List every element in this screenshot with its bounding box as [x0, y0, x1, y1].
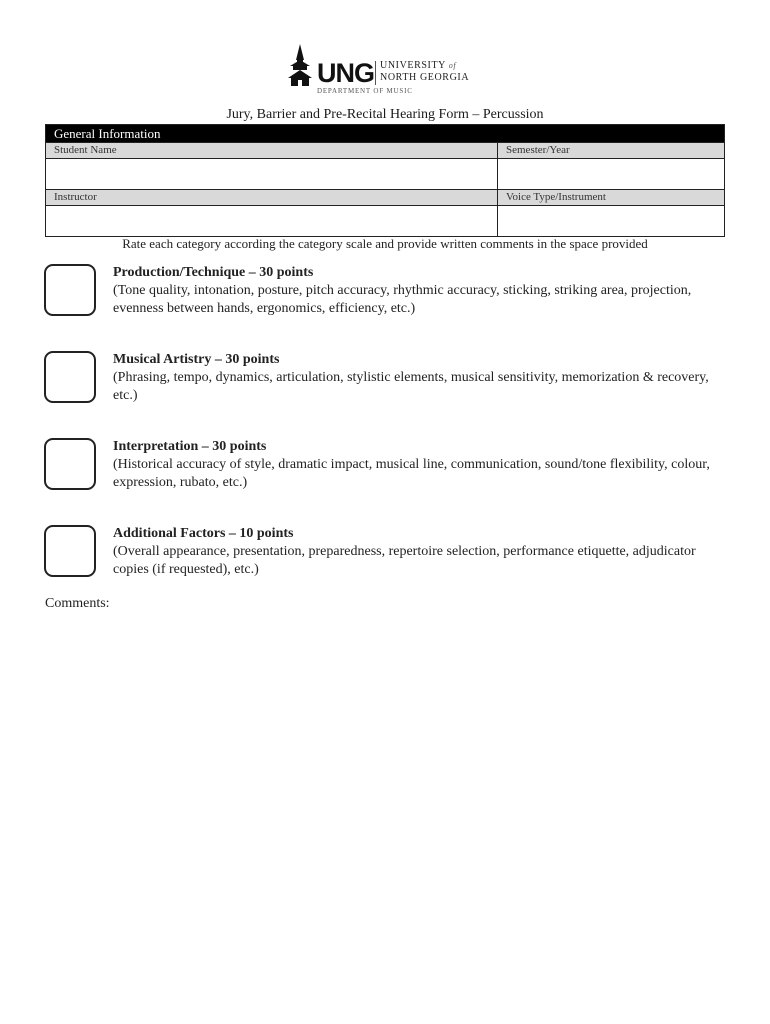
score-box[interactable] — [44, 438, 96, 490]
logo-university-line1: UNIVERSITY — [380, 60, 446, 71]
logo-university-name — [380, 60, 469, 84]
student-name-label: Student Name — [46, 143, 498, 158]
category-title: Musical Artistry – 30 points — [113, 352, 280, 367]
category-description: (Overall appearance, presentation, preparedness, repertoire selection, performance etiquette, adjudicator copies (if requested), etc.) — [113, 544, 696, 577]
comments-label: Comments: — [45, 596, 110, 611]
voice-type-field[interactable] — [498, 206, 724, 236]
semester-year-field[interactable] — [498, 159, 724, 189]
student-name-field[interactable] — [46, 159, 498, 189]
rating-instructions: Rate each category according the category scale and provide written comments in the space provided — [122, 236, 648, 251]
score-box[interactable] — [44, 525, 96, 577]
category-text — [113, 438, 733, 492]
score-box[interactable] — [44, 351, 96, 403]
category-text — [113, 525, 733, 579]
label-row-student — [46, 142, 724, 159]
logo-divider — [375, 61, 376, 85]
logo-department: DEPARTMENT OF MUSIC — [317, 87, 413, 95]
tower-icon — [287, 44, 313, 88]
category-description: (Historical accuracy of style, dramatic impact, musical line, communication, sound/tone flexibility, colour, expression, rubato, etc.) — [113, 457, 710, 490]
semester-year-label: Semester/Year — [506, 144, 570, 156]
logo-university-line2: NORTH GEORGIA — [380, 72, 470, 83]
general-info-table — [45, 124, 725, 237]
ung-logo — [287, 44, 497, 100]
form-title: Jury, Barrier and Pre-Recital Hearing Form – Percussion — [226, 107, 544, 122]
score-box[interactable] — [44, 264, 96, 316]
category-title: Interpretation – 30 points — [113, 439, 267, 454]
logo-university-of: of — [448, 61, 457, 70]
instructor-field[interactable] — [46, 206, 498, 236]
category-description: (Tone quality, intonation, posture, pitch accuracy, rhythmic accuracy, sticking, striking area, projection, evenness between hands, ergonomics, efficiency, etc.) — [113, 283, 692, 316]
general-info-header: General Information — [46, 125, 724, 142]
category-title: Production/Technique – 30 points — [113, 265, 314, 280]
input-row-instructor — [46, 206, 724, 236]
instructor-label: Instructor — [46, 190, 498, 205]
label-row-instructor — [46, 189, 724, 206]
category-description: (Phrasing, tempo, dynamics, articulation, stylistic elements, musical sensitivity, memorization & recovery, etc.) — [113, 370, 709, 403]
voice-type-label: Voice Type/Instrument — [506, 191, 606, 203]
category-text — [113, 351, 733, 405]
input-row-student — [46, 159, 724, 189]
category-title: Additional Factors – 10 points — [113, 526, 294, 541]
logo-abbr: UNG — [317, 58, 374, 88]
category-text — [113, 264, 733, 318]
